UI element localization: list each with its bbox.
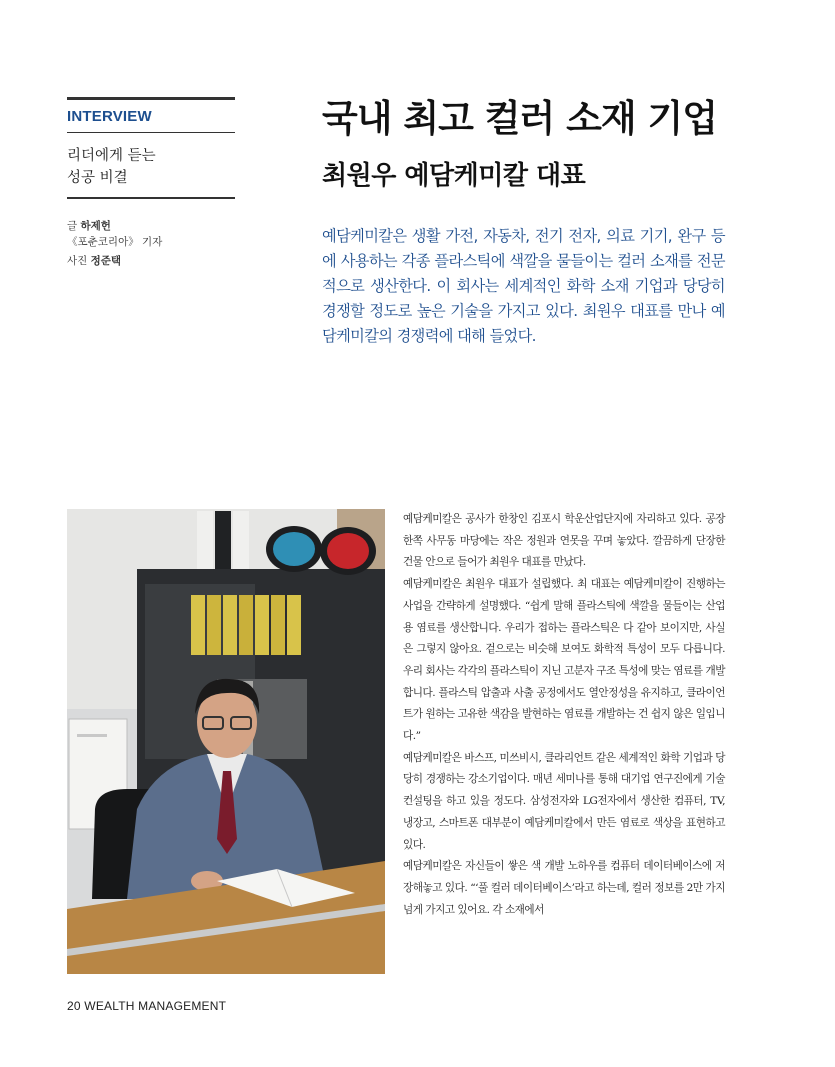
column-name-line1: 리더에게 듣는 xyxy=(67,148,156,164)
body-paragraph: 예담케미칼은 최원우 대표가 설립했다. 최 대표는 예담케미칼이 진행하는 사업을 간략하게 설명했다. “쉽게 말해 플라스틱에 색깔을 물들이는 산업용 염료를 생산합니다. 우리가 접하는 플라스틱은 다 같아 보이지만, 사실은 그렇지 않아요. 겉으로는 비슷해 보여도 화학적 특성이 모두 다릅니다. 우리 회사는 각각의 플라스틱이 지닌 고분자 구조 특성에 맞는 염료를 개발합니다. 플라스틱 압출과 사출 공정에서도 열안정성을 유지하고, 클라이언트가 원하는 고유한 색감을 발현하는 염료를 개발하는 건 쉽지 않은 일입니다.” xyxy=(403,578,725,743)
body-paragraph: 예담케미칼은 공사가 한창인 김포시 학운산업단지에 자리하고 있다. 공장 한쪽 사무동 마당에는 작은 정원과 연못을 꾸며 놓았다. 깔끔하게 단장한 건물 안으로 들어가 최원우 대표를 만났다. xyxy=(403,513,725,569)
writer-name: 하제헌 xyxy=(80,220,111,232)
article-title: 국내 최고 컬러 소재 기업 xyxy=(322,97,717,140)
writer-credit xyxy=(67,219,235,235)
section-label: INTERVIEW xyxy=(67,108,152,125)
column-name-line2: 성공 비결 xyxy=(67,170,128,186)
credits xyxy=(67,219,235,270)
photo-credit xyxy=(67,254,235,270)
interview-photo xyxy=(67,509,385,974)
writer-label: 글 xyxy=(67,220,78,232)
sidebar-bottom-rule xyxy=(67,197,235,199)
body-paragraph: 예담케미칼은 바스프, 미쓰비시, 클라리언트 같은 세계적인 화학 기업과 당당히 경쟁하는 강소기업이다. 매년 세미나를 통해 대기업 연구진에게 기술 컨설팅을 하고 있을 정도다. 삼성전자와 LG전자에서 생산한 컴퓨터, TV, 냉장고, 스마트폰 대부분이 예담케미칼에서 만든 염료로 색상을 표현하고 있다. xyxy=(403,751,725,851)
page-number: 20 xyxy=(67,999,81,1013)
column-name xyxy=(67,133,235,197)
photographer-name: 정준택 xyxy=(90,255,122,267)
writer-affiliation: 《포춘코리아》 기자 xyxy=(67,235,163,248)
article-lead: 예담케미칼은 생활 가전, 자동차, 전기 전자, 의료 기기, 완구 등에 사용하는 각종 플라스틱에 색깔을 물들이는 컬러 소재를 전문적으로 생산한다. 이 회사는 세계적인 화학 소재 기업과 당당히 경쟁할 정도로 높은 기술을 가지고 있다. 최원우 대표를 만나 예담케미칼의 경쟁력에 대해 들었다. xyxy=(322,227,725,345)
article-body xyxy=(403,509,725,921)
sidebar xyxy=(67,97,235,270)
article-subtitle: 최원우 예담케미칼 대표 xyxy=(322,161,586,191)
body-paragraph: 예담케미칼은 자신들이 쌓은 색 개발 노하우를 컴퓨터 데이터베이스에 저장해놓고 있다. “‘풀 컬러 데이터베이스’라고 하는데, 컬러 정보를 2만 가지 넘게 가지고 있어요. 각 소재에서 xyxy=(403,860,725,916)
page-footer xyxy=(67,999,226,1013)
publication-name: WEALTH MANAGEMENT xyxy=(84,999,227,1013)
photo-label: 사진 xyxy=(67,255,88,267)
